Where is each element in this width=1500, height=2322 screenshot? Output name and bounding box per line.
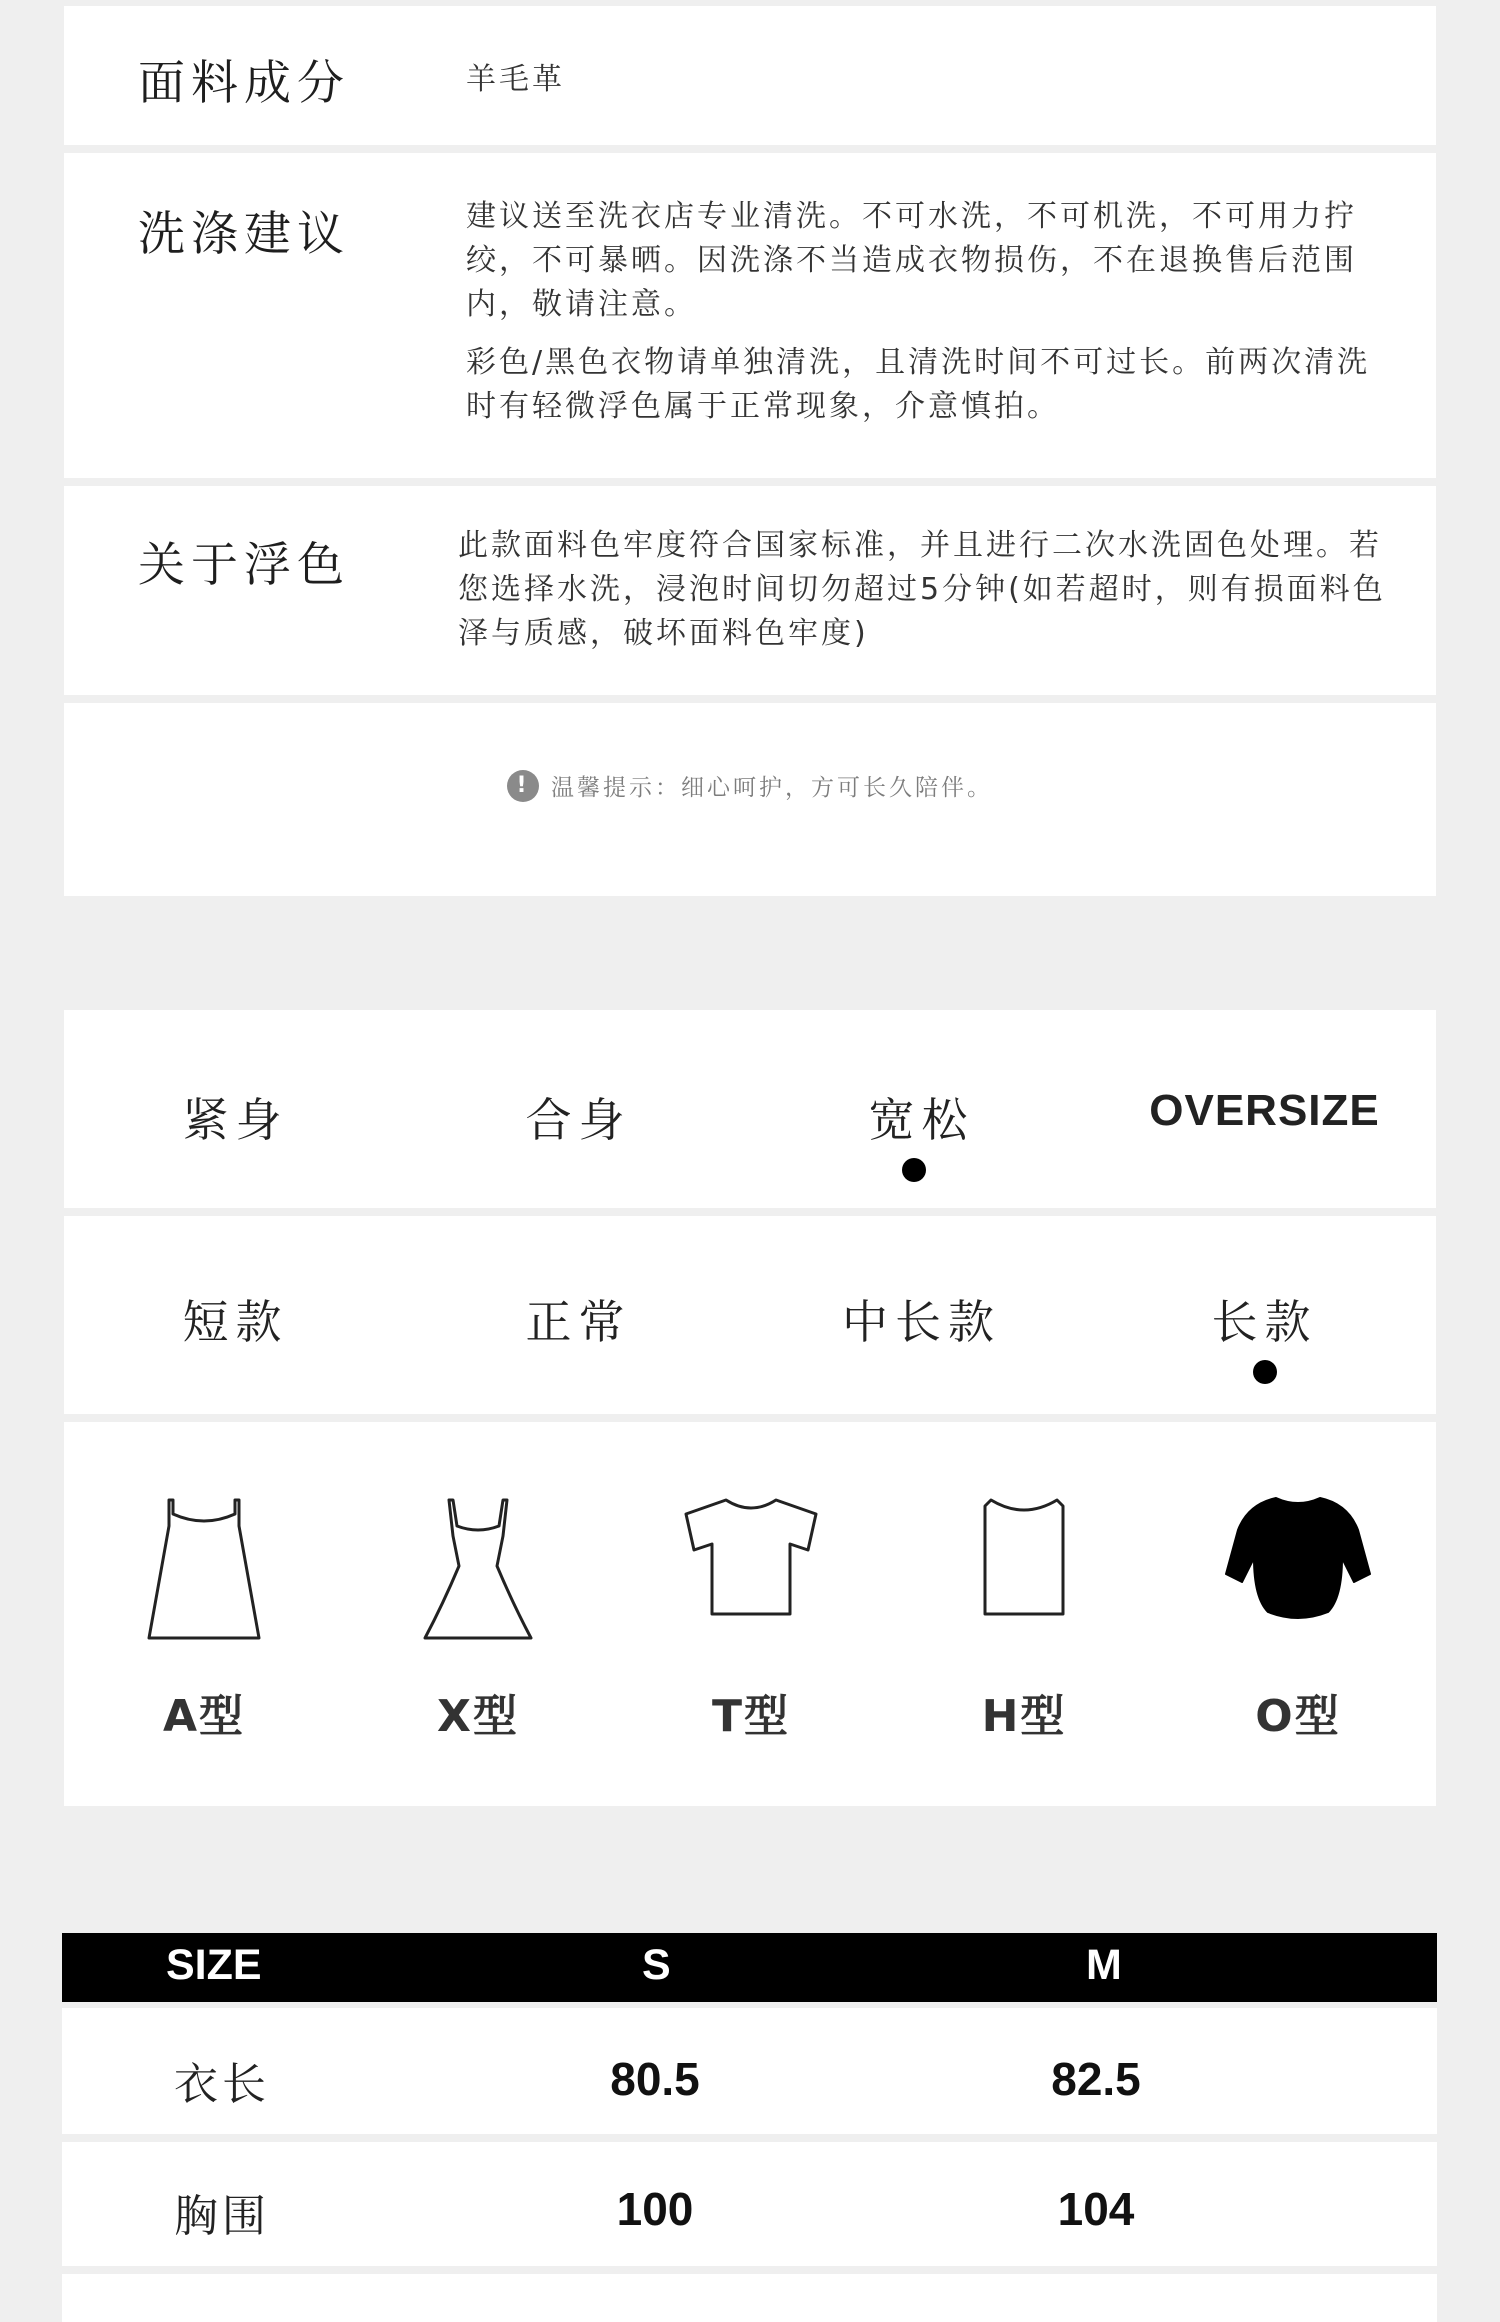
length-selected-dot	[1253, 1360, 1277, 1384]
silhouette-a-label: A型	[162, 1691, 246, 1742]
washing-paragraph-2: 彩色/黑色衣物请单独清洗，且清洗时间不可过长。前两次清洗时有轻微浮色属于正常现象，介意慎拍。	[466, 345, 1371, 424]
fit-row	[64, 1010, 1436, 1208]
silhouette-a	[104, 1486, 304, 1646]
h-tank-icon	[969, 1486, 1079, 1626]
silhouette-o-label: O型	[1255, 1691, 1341, 1742]
size-row-name: 衣长	[174, 2059, 270, 2110]
washing-label: 洗涤建议	[138, 207, 350, 262]
size-row-value-s: 100	[616, 2183, 694, 2235]
length-row	[64, 1216, 1436, 1414]
table-row	[62, 2274, 1437, 2322]
t-shirt-icon	[676, 1486, 826, 1626]
silhouette-x	[378, 1486, 578, 1646]
silhouette-x-label: X型	[437, 1691, 519, 1742]
washing-text	[466, 195, 1396, 429]
o-sweater-icon	[1218, 1486, 1378, 1626]
washing-paragraph-1: 建议送至洗衣店专业清洗。不可水洗，不可机洗，不可用力拧绞，不可暴晒。因洗涤不当造成衣物损伤，不在退换售后范围内，敬请注意。	[466, 199, 1357, 322]
fit-selected-dot	[902, 1158, 926, 1182]
size-table-header	[62, 1933, 1437, 2002]
length-option-long: 长款	[1211, 1295, 1318, 1349]
fading-text: 此款面料色牢度符合国家标准，并且进行二次水洗固色处理。若您选择水洗，浸泡时间切勿超过5分钟(如若超时，则有损面料色泽与质感，破坏面料色牢度)	[458, 528, 1386, 651]
fading-label: 关于浮色	[138, 538, 350, 593]
size-row-value-m: 82.5	[1051, 2053, 1141, 2105]
tip-line	[64, 769, 1436, 802]
fit-option-oversize: OVERSIZE	[1149, 1086, 1380, 1135]
length-option-midlong: 中长款	[842, 1295, 1001, 1349]
x-line-dress-icon	[413, 1486, 543, 1646]
size-row-value-s: 80.5	[610, 2053, 700, 2105]
size-header-m: M	[1086, 1941, 1122, 1989]
tip-text: 温馨提示：细心呵护，方可长久陪伴。	[551, 775, 993, 801]
fading-section	[64, 486, 1436, 695]
tip-section	[64, 703, 1436, 896]
size-header-s: S	[642, 1941, 671, 1989]
size-row-value-m: 104	[1057, 2183, 1135, 2235]
fit-option-tight: 紧身	[182, 1093, 289, 1147]
fit-option-loose: 宽松	[868, 1093, 975, 1147]
size-row-name: 胸围	[174, 2191, 270, 2242]
length-option-short: 短款	[182, 1295, 289, 1349]
table-row	[62, 2008, 1437, 2134]
a-line-dress-icon	[139, 1486, 269, 1646]
exclamation-icon: !	[507, 770, 539, 802]
fabric-label: 面料成分	[138, 56, 350, 111]
fabric-section	[64, 6, 1436, 145]
silhouette-o	[1198, 1486, 1398, 1626]
silhouette-h-label: H型	[981, 1691, 1067, 1742]
fabric-value: 羊毛革	[466, 62, 565, 97]
silhouette-t-label: T型	[711, 1691, 790, 1742]
washing-section	[64, 153, 1436, 478]
silhouette-t	[651, 1486, 851, 1626]
length-option-normal: 正常	[525, 1295, 632, 1349]
silhouette-h	[924, 1486, 1124, 1626]
table-row	[62, 2142, 1437, 2266]
fit-option-regular: 合身	[525, 1093, 632, 1147]
size-header-size: SIZE	[166, 1941, 262, 1989]
